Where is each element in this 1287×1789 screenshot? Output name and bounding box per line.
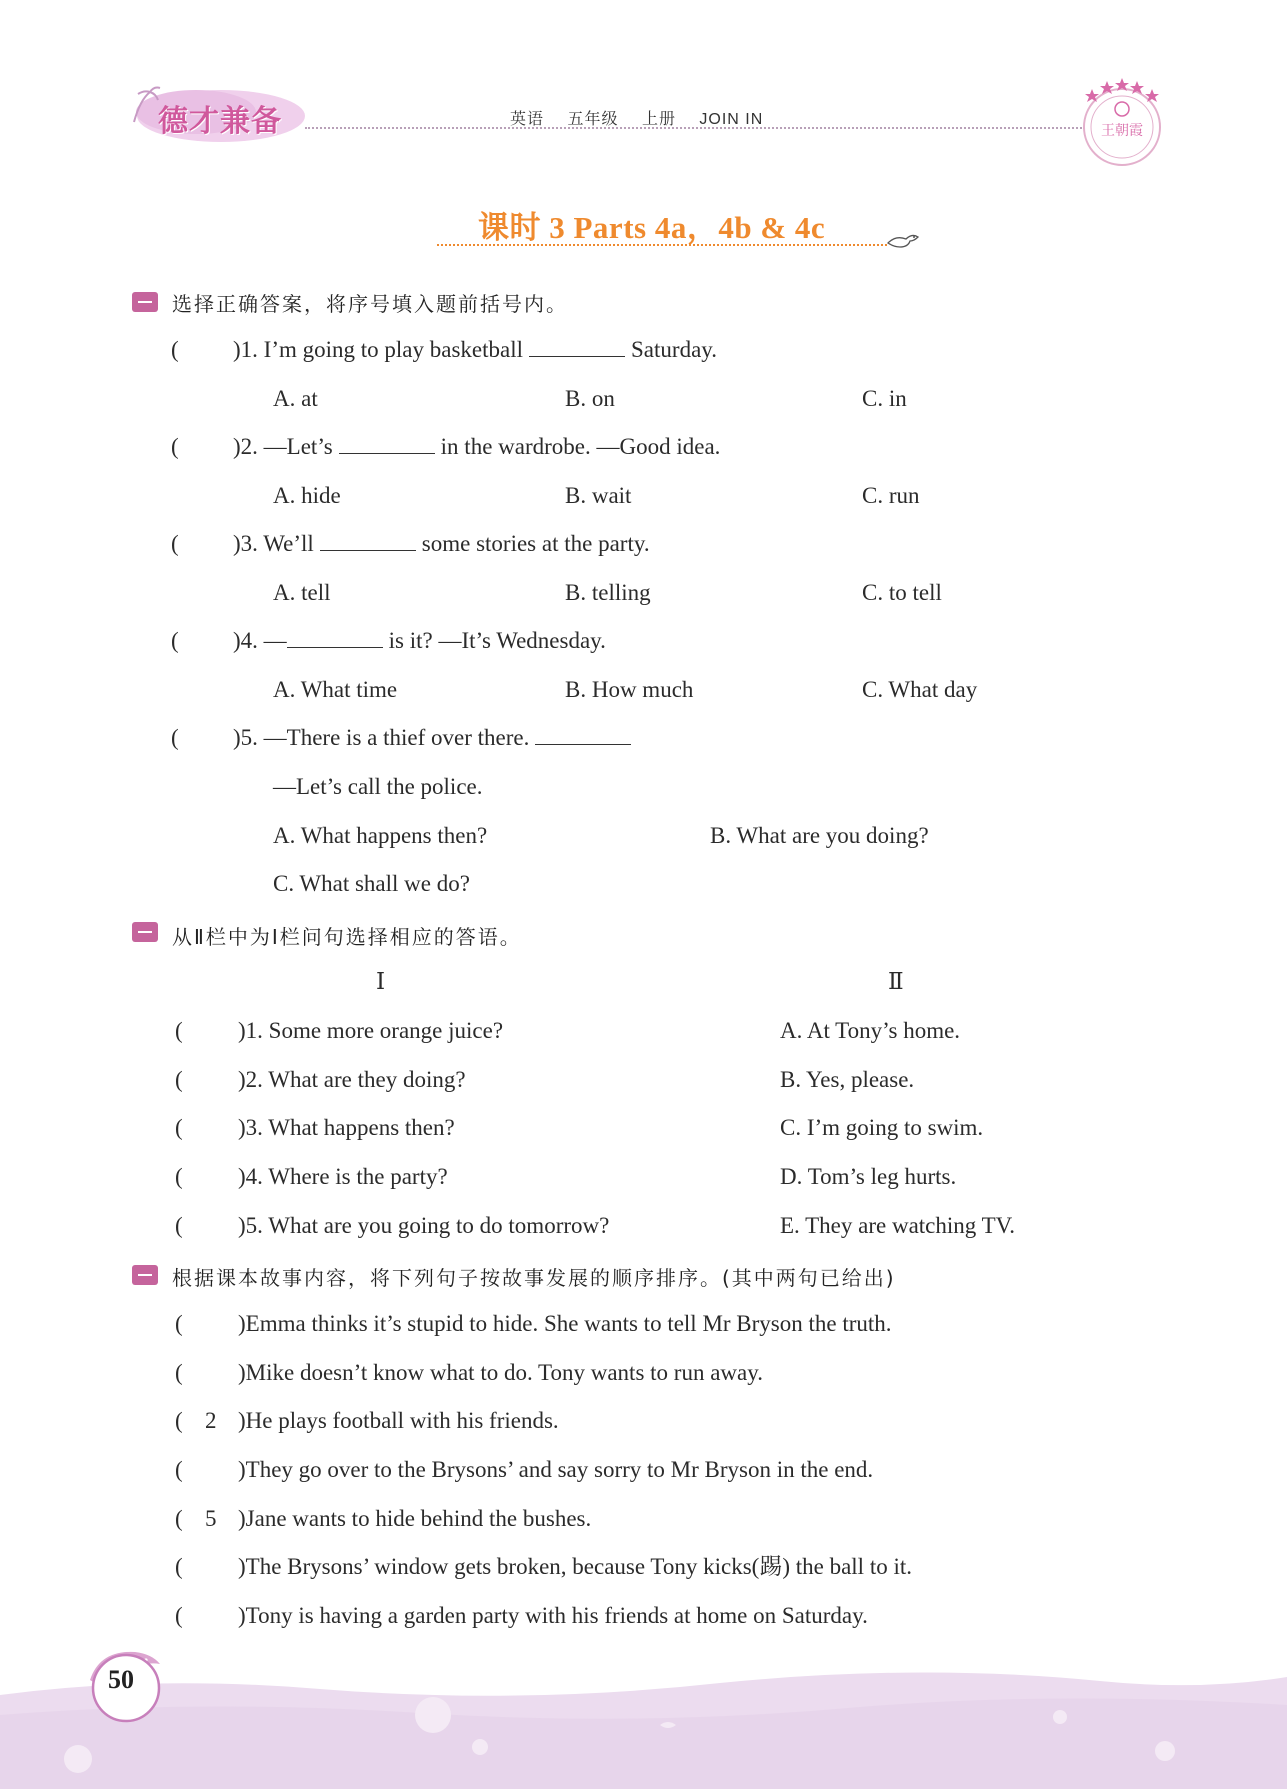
order-answer[interactable]: 5 [205,1506,217,1531]
answer-paren: ( [175,1554,183,1579]
grade-label: 五年级 [567,111,619,128]
story-sentence: )Emma thinks it’s stupid to hide. She wants to tell Mr Bryson the truth. [238,1311,892,1336]
answer-paren: ( [175,1603,183,1628]
match-answer: C. I’m going to swim. [780,1115,984,1140]
answer-blank[interactable] [529,336,625,357]
section-1-badge-icon [132,292,158,312]
section-2-badge-icon [132,922,158,942]
answer-paren: ( [171,725,179,750]
footer-wave-decoration [0,1655,1287,1789]
option-c: C. What day [862,677,978,702]
option-c: C. What shall we do? [273,871,470,896]
order-answer[interactable]: 2 [205,1408,217,1433]
answer-paren: ( [175,1408,183,1433]
page-number: 50 [108,1665,134,1694]
term-label: 上册 [641,111,676,128]
match-answer: D. Tom’s leg hurts. [780,1164,957,1189]
answer-paren: ( [175,1506,183,1531]
answer-paren: ( [171,337,179,362]
column-1-header: Ⅰ [376,969,386,994]
story-sentence: )Tony is having a garden party with his friends at home on Saturday. [238,1603,868,1628]
answer-paren: ( [175,1311,183,1336]
option-a: A. What time [273,677,398,702]
answer-paren: ( [175,1164,183,1189]
answer-paren: ( [175,1067,183,1092]
title-underline [437,244,887,246]
option-b: B. How much [565,677,694,702]
question-5: )5. —There is a thief over there. [233,724,637,752]
match-question: )4. Where is the party? [238,1164,448,1189]
answer-blank[interactable] [535,724,631,745]
match-question: )1. Some more orange juice? [238,1018,504,1043]
answer-blank[interactable] [320,530,416,551]
answer-paren: ( [171,531,179,556]
section-3-heading: 根据课本故事内容，将下列句子按故事发展的顺序排序。(其中两句已给出) [172,1266,896,1290]
question-4: )4. — is it? —It’s Wednesday. [233,628,606,653]
answer-paren: ( [175,1457,183,1482]
match-answer: E. They are watching TV. [780,1213,1016,1238]
answer-paren: ( [171,434,179,459]
option-c: C. to tell [862,580,942,605]
match-answer: A. At Tony’s home. [780,1018,961,1043]
story-sentence: )The Brysons’ window gets broken, because Tony kicks(踢) the ball to it. [238,1554,912,1579]
series-label: JOIN IN [699,111,764,128]
brand-logo-text: 德才兼备 [158,104,282,139]
option-a: A. hide [273,483,341,508]
question-3: )3. We’ll some stories at the party. [233,531,650,556]
option-b: B. telling [565,580,651,605]
option-c: C. in [862,386,907,411]
story-sentence: )Mike doesn’t know what to do. Tony wants to run away. [238,1360,763,1385]
lesson-title: 课时 3 Parts 4a，4b & 4c [478,210,826,245]
match-answer: B. Yes, please. [780,1067,915,1092]
header-meta [510,106,781,129]
question-5-line2: —Let’s call the police. [273,774,483,799]
answer-paren: ( [175,1360,183,1385]
answer-blank[interactable] [339,433,435,454]
answer-paren: ( [171,628,179,653]
header-divider [305,127,1085,129]
question-1: )1. I’m going to play basketball Saturday. [233,337,718,362]
svg-text:王朝霞: 王朝霞 [1101,123,1143,139]
match-question: )2. What are they doing? [238,1067,466,1092]
section-1-heading: 选择正确答案，将序号填入题前括号内。 [172,292,568,316]
answer-paren: ( [175,1115,183,1140]
option-a: A. What happens then? [273,823,488,848]
story-sentence: )Jane wants to hide behind the bushes. [238,1506,592,1531]
column-2-header: Ⅱ [888,969,904,994]
question-2: )2. —Let’s in the wardrobe. —Good idea. [233,434,721,459]
story-sentence: )They go over to the Brysons’ and say sorry to Mr Bryson in the end. [238,1457,874,1482]
answer-blank[interactable] [287,627,383,648]
answer-paren: ( [175,1213,183,1238]
match-question: )5. What are you going to do tomorrow? [238,1213,610,1238]
option-b: B. wait [565,483,632,508]
answer-paren: ( [175,1018,183,1043]
section-2-heading: 从Ⅱ栏中为Ⅰ栏问句选择相应的答语。 [172,925,522,949]
bird-icon [886,229,922,253]
option-b: B. on [565,386,615,411]
match-question: )3. What happens then? [238,1115,455,1140]
option-a: A. at [273,386,318,411]
option-a: A. tell [273,580,331,605]
story-sentence: )He plays football with his friends. [238,1408,559,1433]
subject-label: 英语 [510,111,545,128]
option-b: B. What are you doing? [710,823,929,848]
seal-stamp [1075,75,1170,170]
option-c: C. run [862,483,920,508]
section-3-badge-icon [132,1265,158,1285]
